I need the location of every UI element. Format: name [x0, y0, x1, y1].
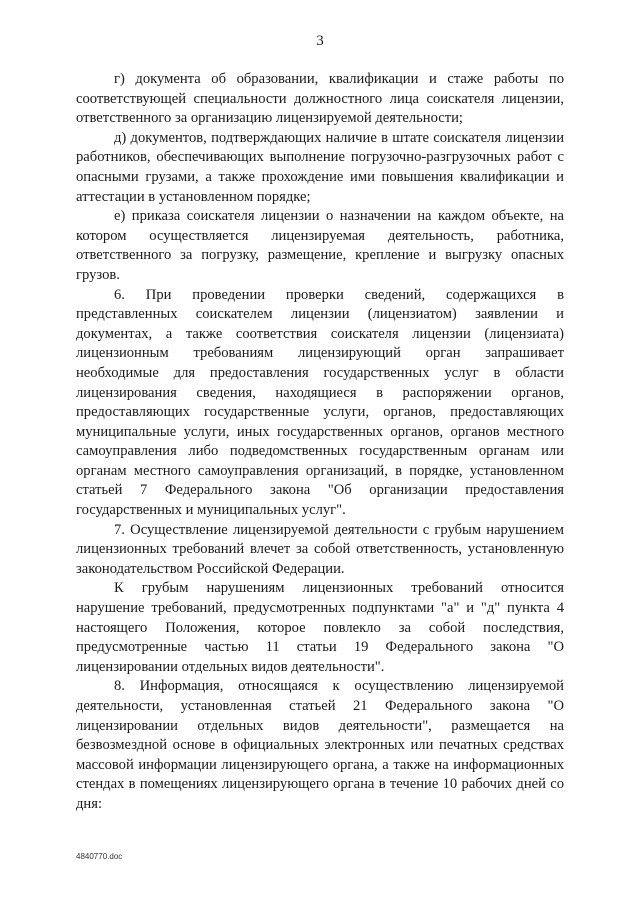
page-number: 3 — [316, 33, 324, 49]
paragraph-6: 6. При проведении проверки сведений, содержащихся в представленных соискателем лицензии (лицензиатом) заявлении и документах, а также соответствия соискателя лицензии (лицензиата) лицензионным требованиям лицензирующий орган запрашивает необходимые для предоставления государственных услуг в области лицензирования сведения, находящиеся в распоряжении органов, предоставляющих государственные услуги, органов, предоставляющих муниципальные услуги, иных государственных органов, органов местного самоуправления либо подведомственных государственным органам или органам местного самоуправления организаций, в порядке, установленном статьей 7 Федерального закона "Об организации предоставления государственных и муниципальных услуг". — [76, 286, 564, 519]
paragraph-gross-violations: К грубым нарушениям лицензионных требований относится нарушение требований, предусмотренных подпунктами "а" и "д" пункта 4 настоящего Положения, которое повлекло за собой последствия, предусмотренные частью 11 статьи 19 Федерального закона "О лицензировании отдельных видов деятельности". — [76, 580, 564, 675]
paragraph-8: 8. Информация, относящаяся к осуществлению лицензируемой деятельности, установленная статьей 21 Федерального закона "О лицензировании отдельных видов деятельности", размещается на безвозмездной основе в официальных электронных или печатных средствах массовой информации лицензирующего органа, а также на информационных стендах в помещениях лицензирующего органа в течение 10 рабочих дней со дня: — [76, 678, 564, 812]
footer-filename: 4840770.doc — [76, 852, 123, 861]
paragraph-7: 7. Осуществление лицензируемой деятельности с грубым нарушением лицензионных требований влечет за собой ответственность, установленную законодательством Российской Федерации. — [76, 521, 564, 577]
paragraph-g: г) документа об образовании, квалификации и стаже работы по соответствующей специальности должностного лица соискателя лицензии, ответственного за организацию лицензируемой деятельности; — [76, 71, 564, 127]
document-body — [76, 70, 564, 815]
paragraph-e: е) приказа соискателя лицензии о назначении на каждом объекте, на котором осуществляется лицензируемая деятельность, работника, ответственного за погрузку, размещение, крепление и выгрузку опасных грузов. — [76, 208, 564, 283]
paragraph-d: д) документов, подтверждающих наличие в штате соискателя лицензии работников, обеспечивающих выполнение погрузочно-разгрузочных работ с опасными грузами, а также прохождение ими повышения квалификации и аттестации в установленном порядке; — [76, 129, 564, 205]
